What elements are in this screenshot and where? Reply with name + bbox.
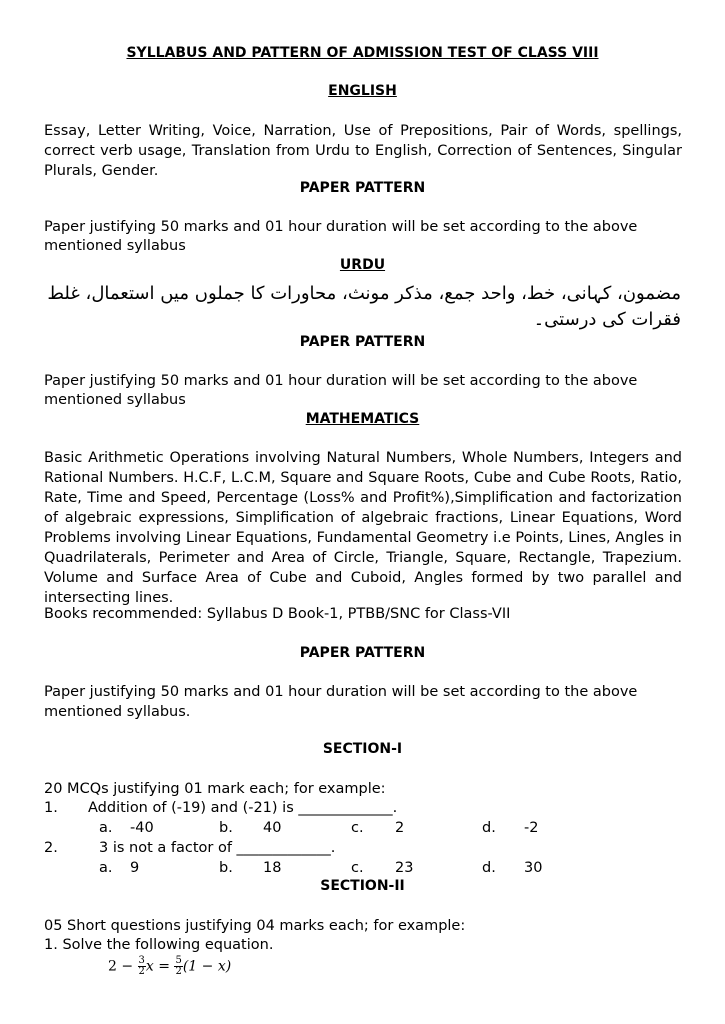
urdu-heading: URDU (339, 257, 386, 273)
q2-option-b-value: 18 (263, 860, 282, 876)
english-pattern-line2: mentioned syllabus (44, 238, 186, 254)
english-paper-pattern-heading: PAPER PATTERN (299, 180, 426, 196)
fraction2-numerator: 5 (175, 955, 182, 966)
question2-text: 3 is not a factor of _____________. (99, 840, 336, 856)
q2-option-d-letter: d. (482, 860, 496, 876)
urdu-syllabus: مضمون، کہانی، خط، واحد جمع، مذکر مونث، محاورات کا جملوں میں استعمال، غلط فقرات کی درستی۔ (47, 283, 681, 330)
fraction-three-halves (138, 956, 146, 977)
question1-text: Addition of (-19) and (-21) is _____________. (88, 800, 398, 816)
urdu-pattern-line2: mentioned syllabus (44, 392, 186, 408)
section1-intro: 20 MCQs justifying 01 mark each; for example: (44, 781, 386, 797)
q1-option-c-value: 2 (395, 820, 405, 836)
mathematics-pattern-line2: mentioned syllabus. (44, 704, 191, 720)
q2-option-c-value: 23 (395, 860, 414, 876)
mathematics-syllabus: Basic Arithmetic Operations involving Natural Numbers, Whole Numbers, Integers and Rational Numbers. H.C.F, L.C.M, Square and Square Roots, Cube and Cube Roots, Ratio, Rate, Time and Speed, Percentage (Loss% and Profit%),Simplification and factorization of algebraic expressions, Simplification of algebraic fractions, Linear Equations, Word Problems involving Linear Equations, Fundamental Geometry i.e Points, Lines, Angles in Quadrilaterals, Perimeter and Area of Circle, Triangle, Square, Rectangle, Trapezium. Volume and Surface Area of Cube and Cuboid, Angles formed by two parallel and intersecting lines. (44, 450, 682, 606)
mathematics-pattern-line1: Paper justifying 50 marks and 01 hour duration will be set according to the above (44, 684, 638, 700)
section2-question1: 1. Solve the following equation. (44, 937, 274, 953)
section2-intro: 05 Short questions justifying 04 marks each; for example: (44, 918, 466, 934)
urdu-paper-pattern-heading: PAPER PATTERN (299, 334, 426, 350)
fraction1-denominator: 2 (138, 966, 145, 977)
mathematics-heading: MATHEMATICS (305, 411, 420, 427)
question2-number: 2. (44, 840, 58, 856)
q2-option-c-letter: c. (351, 860, 364, 876)
equation-right: (1 − x) (182, 958, 232, 975)
equation-middle: x = (145, 958, 175, 975)
fraction-five-halves (174, 956, 182, 977)
q2-option-a-letter: a. (99, 860, 113, 876)
q1-option-c-letter: c. (351, 820, 364, 836)
q2-option-d-value: 30 (524, 860, 543, 876)
urdu-pattern-line1: Paper justifying 50 marks and 01 hour duration will be set according to the above (44, 373, 638, 389)
q1-option-a-value: -40 (130, 820, 154, 836)
english-pattern-line1: Paper justifying 50 marks and 01 hour duration will be set according to the above (44, 219, 638, 235)
fraction1-numerator: 3 (138, 955, 145, 966)
q1-option-b-letter: b. (219, 820, 233, 836)
fraction2-denominator: 2 (175, 966, 182, 977)
q1-option-a-letter: a. (99, 820, 113, 836)
q1-option-d-letter: d. (482, 820, 496, 836)
q2-option-a-value: 9 (130, 860, 140, 876)
section1-heading: SECTION-I (322, 741, 403, 757)
q1-option-d-value: -2 (524, 820, 539, 836)
books-recommended: Books recommended: Syllabus D Book-1, PTBB/SNC for Class-VII (44, 606, 511, 622)
question1-number: 1. (44, 800, 58, 816)
equation-left: 2 − (108, 958, 138, 975)
section2-heading: SECTION-II (320, 878, 405, 894)
q1-option-b-value: 40 (263, 820, 282, 836)
equation (108, 956, 231, 977)
mathematics-paper-pattern-heading: PAPER PATTERN (299, 645, 426, 661)
document-title: SYLLABUS AND PATTERN OF ADMISSION TEST OF CLASS VIII (126, 45, 599, 61)
q2-option-b-letter: b. (219, 860, 233, 876)
english-syllabus: Essay, Letter Writing, Voice, Narration, Use of Prepositions, Pair of Words, spellings, correct verb usage, Translation from Urdu to English, Correction of Sentences, Singular Plurals, Gender. (44, 123, 682, 179)
english-heading: ENGLISH (328, 83, 397, 99)
